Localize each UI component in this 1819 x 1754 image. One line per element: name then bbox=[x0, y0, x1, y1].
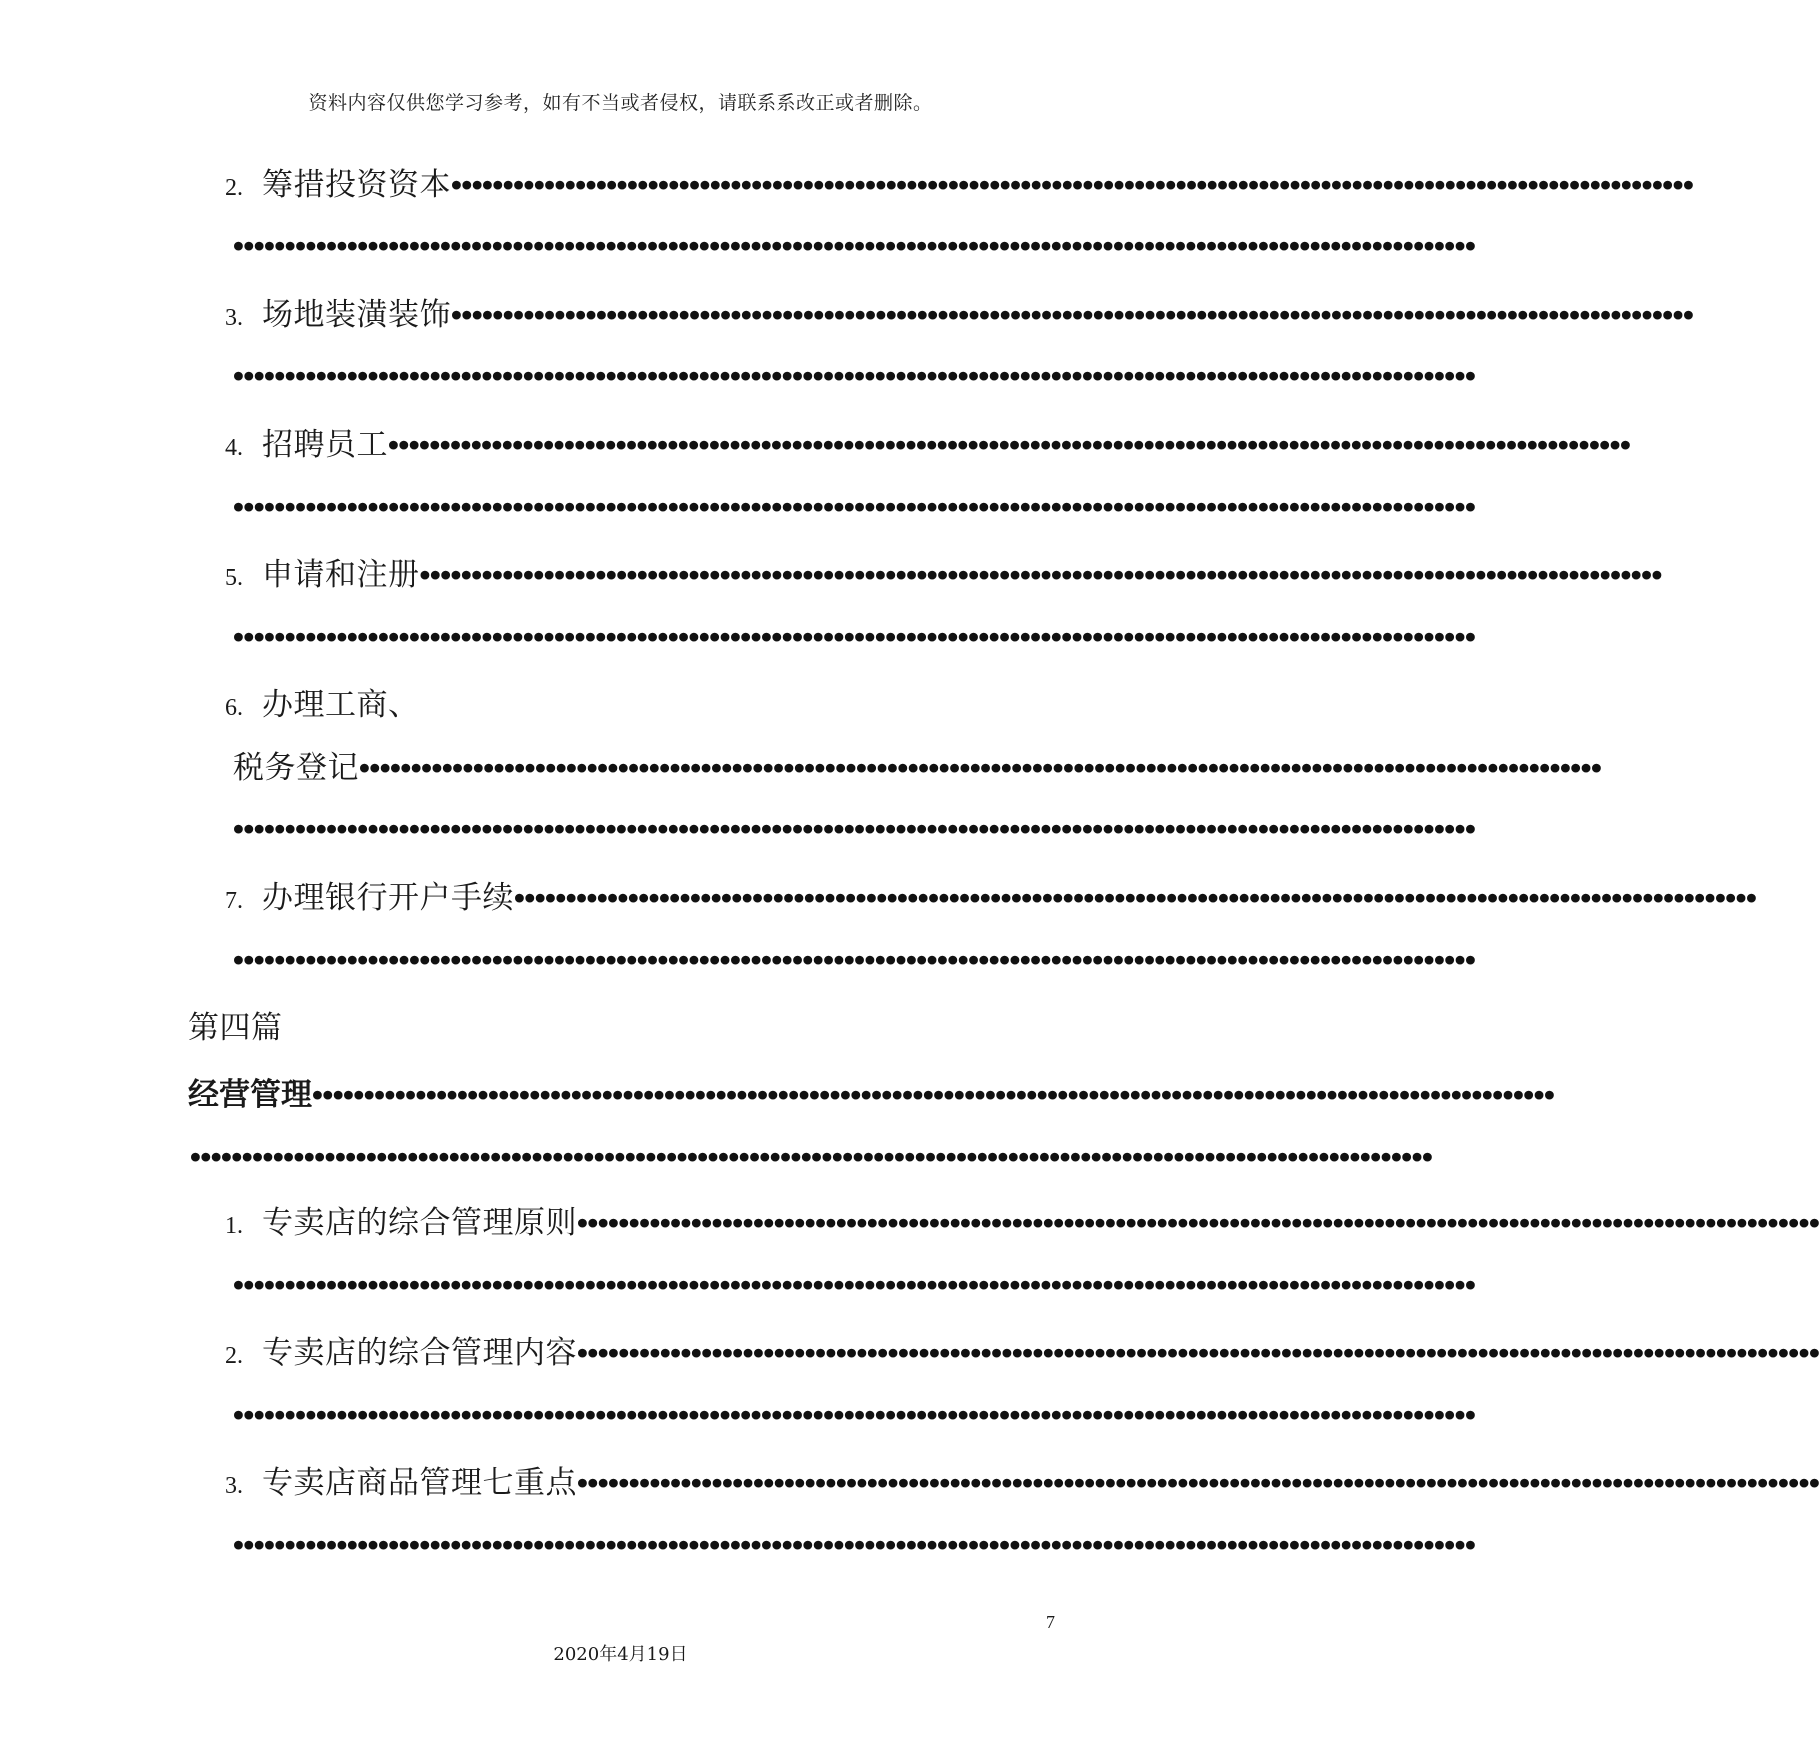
leader-dots: •••••••••••••••••••••••••••••••••••••••••••••••••••••••••••••••••••••••••••••••••••••••••••••••••••••••••••••••••••••••• bbox=[577, 1465, 1819, 1500]
leader-dots: •••••••••••••••••••••••••••••••••••••••••••••••••••••••••••••••••••••••••••••••••••••••••••••••••••••••••••••••••••••••• bbox=[233, 489, 1476, 524]
section-title-entry[interactable] bbox=[188, 1075, 1555, 1115]
toc-entry-label: 办理银行开户手续 bbox=[262, 880, 514, 916]
toc-entry-number: 1. bbox=[225, 1213, 243, 1239]
leader-dots: •••••••••••••••••••••••••••••••••••••••••••••••••••••••••••••••••••••••••••••••••••••••••••••••••••••••••••••••••••••••• bbox=[233, 358, 1476, 393]
toc-entry-leader-continuation bbox=[233, 1265, 1476, 1305]
toc-entry-label: 场地装潢装饰 bbox=[262, 297, 451, 333]
toc-entry-number: 2. bbox=[225, 1343, 243, 1369]
page-number: 7 bbox=[1046, 1612, 1055, 1632]
toc-entry-leader-continuation bbox=[233, 617, 1476, 657]
toc-entry-number: 2. bbox=[225, 175, 243, 201]
toc-entry[interactable] bbox=[225, 1203, 1819, 1243]
leader-dots: •••••••••••••••••••••••••••••••••••••••••••••••••••••••••••••••••••••••••••••••••••••••••••••••••••••••••••••••••••••••• bbox=[190, 1139, 1433, 1174]
toc-entry[interactable] bbox=[225, 1333, 1819, 1373]
leader-dots: •••••••••••••••••••••••••••••••••••••••••••••••••••••••••••••••••••••••••••••••••••••••••••••••••••••••••••••••••••••••• bbox=[233, 942, 1476, 977]
toc-entry-number: 7. bbox=[225, 888, 243, 914]
toc-entry-leader-continuation bbox=[233, 1525, 1476, 1565]
toc-entry[interactable] bbox=[225, 1463, 1819, 1503]
toc-entry[interactable] bbox=[225, 878, 1757, 918]
header-disclaimer: 资料内容仅供您学习参考，如有不当或者侵权，请联系系改正或者删除。 bbox=[308, 92, 933, 114]
toc-entry-leader-continuation bbox=[233, 356, 1476, 396]
toc-entry-label-continued: 税务登记 bbox=[233, 750, 359, 786]
toc-entry-number: 4. bbox=[225, 435, 243, 461]
toc-entry-continuation[interactable] bbox=[233, 748, 1602, 788]
toc-entry[interactable] bbox=[225, 685, 420, 725]
toc-entry[interactable] bbox=[225, 165, 1694, 205]
leader-dots: •••••••••••••••••••••••••••••••••••••••••••••••••••••••••••••••••••••••••••••••••••••••••••••••••••••••••••••••••••••••• bbox=[233, 811, 1476, 846]
section-prefix bbox=[188, 1008, 283, 1048]
toc-entry-leader-continuation bbox=[233, 226, 1476, 266]
leader-dots: •••••••••••••••••••••••••••••••••••••••••••••••••••••••••••••••••••••••••••••••••••••••••••••••••••••••••••••••••••••••• bbox=[233, 1397, 1476, 1432]
section-leader-continuation bbox=[190, 1137, 1433, 1177]
section-prefix-label: 第四篇 bbox=[188, 1010, 283, 1046]
toc-entry-label: 招聘员工 bbox=[262, 427, 388, 463]
leader-dots: •••••••••••••••••••••••••••••••••••••••••••••••••••••••••••••••••••••••••••••••••••••••••••••••••••••••••••••••••••••••• bbox=[577, 1205, 1819, 1240]
toc-entry-label: 办理工商、 bbox=[262, 687, 420, 723]
toc-entry-number: 3. bbox=[225, 305, 243, 331]
toc-entry-leader-continuation bbox=[233, 487, 1476, 527]
leader-dots: •••••••••••••••••••••••••••••••••••••••••••••••••••••••••••••••••••••••••••••••••••••••••••••••••••••••••••••••••••••••• bbox=[233, 228, 1476, 263]
leader-dots: •••••••••••••••••••••••••••••••••••••••••••••••••••••••••••••••••••••••••••••••••••••••••••••••••••••••••••••••••••••••• bbox=[388, 427, 1631, 462]
toc-entry-number: 6. bbox=[225, 695, 243, 721]
toc-entry[interactable] bbox=[225, 555, 1662, 595]
leader-dots: •••••••••••••••••••••••••••••••••••••••••••••••••••••••••••••••••••••••••••••••••••••••••••••••••••••••••••••••••••••••• bbox=[514, 880, 1757, 915]
footer-date: 2020年4月19日 bbox=[553, 1644, 688, 1665]
toc-entry-label: 专卖店的综合管理内容 bbox=[262, 1335, 577, 1371]
leader-dots: •••••••••••••••••••••••••••••••••••••••••••••••••••••••••••••••••••••••••••••••••••••••••••••••••••••••••••••••••••••••• bbox=[451, 297, 1694, 332]
leader-dots: •••••••••••••••••••••••••••••••••••••••••••••••••••••••••••••••••••••••••••••••••••••••••••••••••••••••••••••••••••••••• bbox=[233, 1527, 1476, 1562]
toc-entry-leader-continuation bbox=[233, 809, 1476, 849]
leader-dots: •••••••••••••••••••••••••••••••••••••••••••••••••••••••••••••••••••••••••••••••••••••••••••••••••••••••••••••••••••••••• bbox=[577, 1335, 1819, 1370]
leader-dots: •••••••••••••••••••••••••••••••••••••••••••••••••••••••••••••••••••••••••••••••••••••••••••••••••••••••••••••••••••••••• bbox=[233, 1267, 1476, 1302]
toc-entry-label: 筹措投资资本 bbox=[262, 167, 451, 203]
toc-entry-number: 5. bbox=[225, 565, 243, 591]
toc-entry-label: 专卖店商品管理七重点 bbox=[262, 1465, 577, 1501]
toc-entry-number: 3. bbox=[225, 1473, 243, 1499]
leader-dots: •••••••••••••••••••••••••••••••••••••••••••••••••••••••••••••••••••••••••••••••••••••••••••••••••••••••••••••••••••••••• bbox=[312, 1077, 1555, 1112]
leader-dots: •••••••••••••••••••••••••••••••••••••••••••••••••••••••••••••••••••••••••••••••••••••••••••••••••••••••••••••••••••••••• bbox=[419, 557, 1662, 592]
leader-dots: •••••••••••••••••••••••••••••••••••••••••••••••••••••••••••••••••••••••••••••••••••••••••••••••••••••••••••••••••••••••• bbox=[359, 750, 1602, 785]
toc-entry[interactable] bbox=[225, 295, 1694, 335]
toc-entry-leader-continuation bbox=[233, 940, 1476, 980]
leader-dots: •••••••••••••••••••••••••••••••••••••••••••••••••••••••••••••••••••••••••••••••••••••••••••••••••••••••••••••••••••••••• bbox=[451, 167, 1694, 202]
toc-entry-leader-continuation bbox=[233, 1395, 1476, 1435]
leader-dots: •••••••••••••••••••••••••••••••••••••••••••••••••••••••••••••••••••••••••••••••••••••••••••••••••••••••••••••••••••••••• bbox=[233, 619, 1476, 654]
toc-entry-label: 专卖店的综合管理原则 bbox=[262, 1205, 577, 1241]
toc-entry[interactable] bbox=[225, 425, 1631, 465]
toc-entry-label: 申请和注册 bbox=[262, 557, 420, 593]
section-title: 经营管理 bbox=[188, 1077, 312, 1113]
